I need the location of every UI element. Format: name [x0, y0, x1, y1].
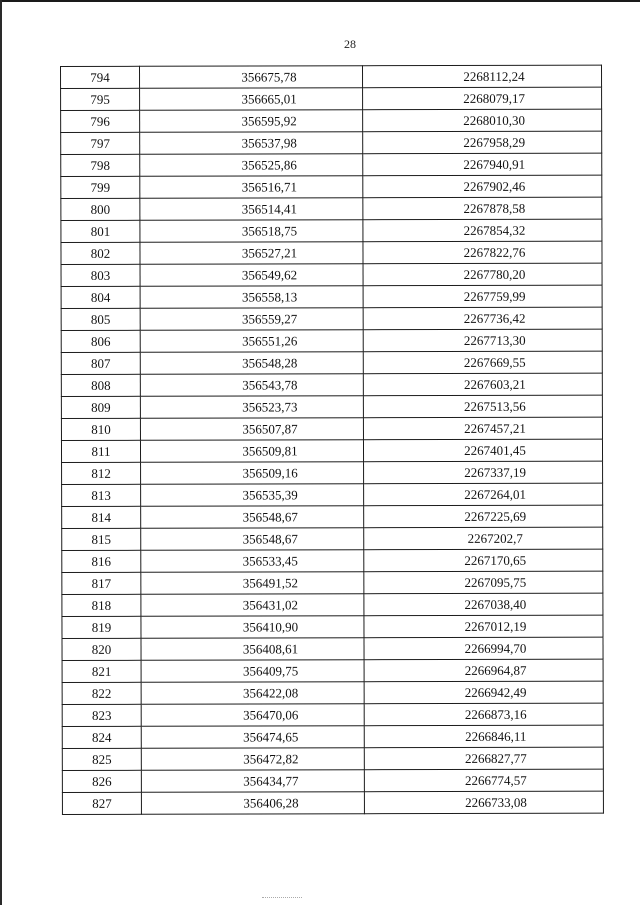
point-number-value: 803	[90, 267, 111, 283]
y-coordinate-cell	[364, 769, 603, 792]
table-row	[62, 725, 603, 748]
point-number-cell	[62, 660, 141, 682]
page-number: 28	[344, 37, 356, 51]
x-coordinate-cell	[141, 484, 364, 507]
point-number-value: 820	[91, 641, 112, 657]
point-number-value: 815	[91, 531, 112, 547]
point-number-cell	[62, 748, 141, 770]
y-coordinate-value: 2266846,11	[465, 728, 527, 744]
point-number-value: 825	[92, 751, 112, 767]
table-row	[62, 571, 603, 594]
point-number-cell	[61, 66, 140, 88]
point-number-cell	[61, 176, 140, 198]
point-number-cell	[62, 726, 141, 748]
y-coordinate-cell	[364, 615, 603, 638]
table-row	[62, 527, 603, 550]
table-row	[61, 329, 602, 352]
y-coordinate-value: 2267780,20	[463, 266, 526, 282]
x-coordinate-value: 356408,61	[242, 641, 299, 657]
x-coordinate-value: 356509,81	[242, 443, 298, 459]
y-coordinate-cell	[363, 351, 602, 374]
point-number-cell	[62, 506, 141, 528]
x-coordinate-value: 356514,41	[241, 201, 298, 217]
y-coordinate-cell	[363, 109, 602, 132]
point-number-cell	[62, 462, 141, 484]
point-number-value: 795	[90, 91, 110, 107]
point-number-value: 804	[90, 289, 111, 305]
table-row	[61, 65, 602, 88]
y-coordinate-cell	[363, 131, 602, 154]
x-coordinate-value: 356406,28	[243, 795, 299, 811]
y-coordinate-cell	[363, 417, 602, 440]
table-row	[62, 549, 603, 572]
table-row	[61, 351, 602, 374]
point-number-value: 822	[91, 685, 112, 701]
table-row	[61, 219, 602, 242]
point-number-value: 797	[90, 135, 110, 151]
table-row	[61, 197, 602, 220]
scan-artifact	[262, 897, 302, 899]
y-coordinate-cell	[363, 307, 602, 330]
x-coordinate-value: 356509,16	[242, 465, 298, 481]
point-number-value: 826	[92, 773, 112, 789]
y-coordinate-value: 2267170,65	[464, 552, 527, 568]
point-number-value: 821	[91, 663, 112, 679]
table-row	[61, 373, 602, 396]
table-row	[62, 593, 603, 616]
x-coordinate-cell	[141, 616, 364, 639]
point-number-value: 823	[91, 707, 112, 723]
x-coordinate-value: 356595,92	[241, 113, 297, 129]
point-number-value: 802	[90, 245, 111, 261]
table-row	[62, 791, 603, 814]
table-row	[62, 615, 603, 638]
y-coordinate-value: 2267759,99	[463, 288, 526, 304]
point-number-value: 798	[90, 157, 111, 173]
table-row	[61, 417, 602, 440]
y-coordinate-cell	[364, 637, 603, 660]
table-row	[62, 461, 603, 484]
x-coordinate-value: 356535,39	[242, 487, 298, 503]
point-number-value: 801	[90, 223, 111, 239]
y-coordinate-value: 2267854,32	[463, 222, 526, 238]
y-coordinate-value: 2267878,58	[463, 200, 526, 216]
y-coordinate-cell	[363, 263, 602, 286]
y-coordinate-cell	[363, 285, 602, 308]
point-number-value: 814	[91, 509, 111, 525]
table-row	[62, 659, 603, 682]
y-coordinate-cell	[363, 197, 602, 220]
point-number-cell	[61, 440, 140, 462]
point-number-cell	[62, 616, 141, 638]
table-row	[62, 769, 603, 792]
x-coordinate-value: 356548,28	[242, 355, 298, 371]
y-coordinate-value: 2267822,76	[463, 244, 526, 260]
y-coordinate-cell	[364, 461, 603, 484]
x-coordinate-value: 356410,90	[242, 619, 299, 635]
point-number-cell	[61, 330, 140, 352]
table-row	[61, 439, 602, 462]
x-coordinate-cell	[140, 440, 363, 463]
point-number-value: 799	[90, 179, 111, 195]
x-coordinate-cell	[140, 242, 363, 265]
page-left-edge	[0, 0, 2, 905]
coordinates-table-body	[61, 65, 604, 814]
point-number-value: 827	[92, 795, 112, 811]
point-number-cell	[61, 220, 140, 242]
x-coordinate-cell	[140, 374, 363, 397]
x-coordinate-cell	[140, 286, 363, 309]
point-number-value: 819	[91, 619, 112, 635]
page-top-edge	[0, 0, 640, 2]
point-number-cell	[61, 88, 140, 110]
y-coordinate-cell	[364, 505, 603, 528]
x-coordinate-cell	[141, 638, 364, 661]
x-coordinate-value: 356558,13	[241, 289, 298, 305]
y-coordinate-cell	[364, 725, 603, 748]
x-coordinate-value: 356434,77	[243, 773, 299, 789]
y-coordinate-value: 2266873,16	[464, 706, 527, 722]
y-coordinate-cell	[363, 439, 602, 462]
x-coordinate-value: 356491,52	[242, 575, 298, 591]
y-coordinate-cell	[363, 153, 602, 176]
y-coordinate-value: 2267902,46	[463, 178, 526, 194]
y-coordinate-value: 2266964,87	[464, 662, 527, 678]
table-row	[61, 131, 602, 154]
y-coordinate-cell	[364, 703, 603, 726]
point-number-cell	[61, 264, 140, 286]
x-coordinate-cell	[141, 748, 364, 771]
y-coordinate-value: 2267513,56	[463, 398, 526, 414]
x-coordinate-cell	[141, 770, 364, 793]
x-coordinate-value: 356518,75	[241, 223, 298, 239]
y-coordinate-value: 2267038,40	[464, 596, 527, 612]
y-coordinate-value: 2266733,08	[465, 794, 527, 810]
y-coordinate-cell	[364, 483, 603, 506]
x-coordinate-cell	[141, 462, 364, 485]
x-coordinate-cell	[140, 264, 363, 287]
x-coordinate-value: 356507,87	[242, 421, 298, 437]
table-row	[62, 483, 603, 506]
point-number-value: 812	[91, 465, 111, 481]
x-coordinate-value: 356559,27	[242, 311, 298, 327]
x-coordinate-cell	[140, 132, 363, 155]
x-coordinate-cell	[140, 110, 363, 133]
x-coordinate-value: 356675,78	[241, 69, 297, 85]
y-coordinate-cell	[364, 681, 603, 704]
x-coordinate-cell	[141, 660, 364, 683]
y-coordinate-value: 2267940,91	[463, 156, 526, 172]
x-coordinate-value: 356548,67	[242, 509, 298, 525]
x-coordinate-value: 356537,98	[241, 135, 297, 151]
x-coordinate-value: 356533,45	[242, 553, 298, 569]
x-coordinate-value: 356470,06	[243, 707, 299, 723]
x-coordinate-cell	[141, 704, 364, 727]
point-number-value: 800	[90, 201, 111, 217]
x-coordinate-value: 356549,62	[241, 267, 298, 283]
point-number-cell	[61, 418, 140, 440]
table-row	[61, 263, 602, 286]
table-row	[61, 153, 602, 176]
coordinates-table	[60, 65, 604, 815]
point-number-cell	[62, 638, 141, 660]
point-number-cell	[62, 484, 141, 506]
x-coordinate-cell	[141, 528, 364, 551]
y-coordinate-cell	[364, 571, 603, 594]
y-coordinate-value: 2267401,45	[464, 442, 526, 458]
x-coordinate-cell	[140, 330, 363, 353]
point-number-cell	[61, 374, 140, 396]
y-coordinate-cell	[364, 747, 603, 770]
x-coordinate-cell	[140, 154, 363, 177]
x-coordinate-cell	[140, 220, 363, 243]
x-coordinate-value: 356431,02	[242, 597, 299, 613]
point-number-cell	[61, 396, 140, 418]
x-coordinate-cell	[140, 66, 363, 89]
x-coordinate-cell	[141, 594, 364, 617]
x-coordinate-value: 356422,08	[242, 685, 299, 701]
x-coordinate-value: 356523,73	[242, 399, 298, 415]
point-number-value: 818	[91, 597, 112, 613]
point-number-value: 808	[91, 377, 111, 393]
x-coordinate-value: 356474,65	[243, 729, 299, 745]
y-coordinate-cell	[363, 329, 602, 352]
y-coordinate-value: 2267095,75	[464, 574, 527, 590]
y-coordinate-value: 2268010,30	[463, 112, 526, 128]
y-coordinate-value: 2268079,17	[463, 90, 525, 106]
point-number-cell	[61, 110, 140, 132]
y-coordinate-value: 2267603,21	[463, 376, 526, 392]
point-number-cell	[62, 682, 141, 704]
x-coordinate-cell	[140, 198, 363, 221]
table-row	[61, 307, 602, 330]
y-coordinate-value: 2267264,01	[464, 486, 527, 502]
point-number-cell	[62, 550, 141, 572]
point-number-value: 807	[91, 355, 111, 371]
point-number-value: 813	[91, 487, 111, 503]
y-coordinate-value: 2267202,7	[467, 530, 523, 546]
x-coordinate-value: 356527,21	[241, 245, 298, 261]
point-number-value: 810	[91, 421, 111, 437]
table-row	[62, 747, 603, 770]
x-coordinate-cell	[141, 726, 364, 749]
y-coordinate-value: 2266774,57	[464, 772, 527, 788]
x-coordinate-cell	[140, 352, 363, 375]
point-number-value: 809	[91, 399, 111, 415]
point-number-cell	[62, 704, 141, 726]
y-coordinate-value: 2267713,30	[463, 332, 526, 348]
y-coordinate-cell	[363, 65, 602, 88]
point-number-cell	[61, 132, 140, 154]
table-row	[62, 505, 603, 528]
point-number-value: 806	[90, 333, 111, 349]
y-coordinate-value: 2268112,24	[463, 68, 525, 84]
point-number-value: 794	[90, 69, 110, 85]
y-coordinate-cell	[363, 87, 602, 110]
x-coordinate-cell	[141, 572, 364, 595]
x-coordinate-value: 356551,26	[242, 333, 298, 349]
x-coordinate-cell	[141, 506, 364, 529]
point-number-cell	[62, 594, 141, 616]
y-coordinate-value: 2266942,49	[464, 684, 527, 700]
x-coordinate-cell	[140, 396, 363, 419]
y-coordinate-cell	[364, 593, 603, 616]
y-coordinate-cell	[364, 791, 603, 814]
table-row	[62, 637, 603, 660]
x-coordinate-value: 356525,86	[241, 157, 297, 173]
x-coordinate-value: 356665,01	[241, 91, 297, 107]
y-coordinate-value: 2267225,69	[464, 508, 527, 524]
x-coordinate-value: 356516,71	[241, 179, 297, 195]
y-coordinate-value: 2267669,55	[463, 354, 526, 370]
y-coordinate-cell	[364, 527, 603, 550]
table-row	[62, 681, 603, 704]
point-number-cell	[61, 308, 140, 330]
point-number-cell	[61, 286, 140, 308]
y-coordinate-value: 2267337,19	[464, 464, 526, 480]
x-coordinate-cell	[140, 418, 363, 441]
point-number-value: 805	[90, 311, 111, 327]
x-coordinate-cell	[141, 682, 364, 705]
y-coordinate-cell	[363, 395, 602, 418]
point-number-value: 816	[91, 553, 112, 569]
point-number-cell	[61, 242, 140, 264]
table-row	[61, 241, 602, 264]
y-coordinate-value: 2267012,19	[464, 618, 527, 634]
x-coordinate-value: 356543,78	[242, 377, 298, 393]
point-number-cell	[61, 154, 140, 176]
x-coordinate-cell	[140, 176, 363, 199]
y-coordinate-value: 2267958,29	[463, 134, 526, 150]
point-number-cell	[61, 352, 140, 374]
y-coordinate-cell	[363, 175, 602, 198]
point-number-cell	[62, 770, 141, 792]
y-coordinate-cell	[364, 549, 603, 572]
x-coordinate-value: 356409,75	[242, 663, 299, 679]
point-number-value: 824	[91, 729, 112, 745]
point-number-value: 817	[91, 575, 112, 591]
table-row	[61, 87, 602, 110]
y-coordinate-cell	[363, 373, 602, 396]
table-row	[61, 109, 602, 132]
x-coordinate-cell	[141, 792, 364, 815]
y-coordinate-cell	[364, 659, 603, 682]
y-coordinate-value: 2267736,42	[463, 310, 526, 326]
table-row	[61, 285, 602, 308]
y-coordinate-cell	[363, 219, 602, 242]
point-number-cell	[61, 198, 140, 220]
point-number-cell	[62, 528, 141, 550]
x-coordinate-value: 356472,82	[243, 751, 299, 767]
x-coordinate-value: 356548,67	[242, 531, 298, 547]
point-number-cell	[62, 792, 141, 814]
y-coordinate-value: 2267457,21	[464, 420, 526, 436]
y-coordinate-value: 2266827,77	[464, 750, 527, 766]
table-row	[61, 395, 602, 418]
x-coordinate-cell	[140, 308, 363, 331]
point-number-cell	[62, 572, 141, 594]
x-coordinate-cell	[140, 88, 363, 111]
x-coordinate-cell	[141, 550, 364, 573]
point-number-value: 796	[90, 113, 110, 129]
y-coordinate-value: 2266994,70	[464, 640, 527, 656]
point-number-value: 811	[91, 443, 111, 459]
table-row	[62, 703, 603, 726]
y-coordinate-cell	[363, 241, 602, 264]
table-row	[61, 175, 602, 198]
